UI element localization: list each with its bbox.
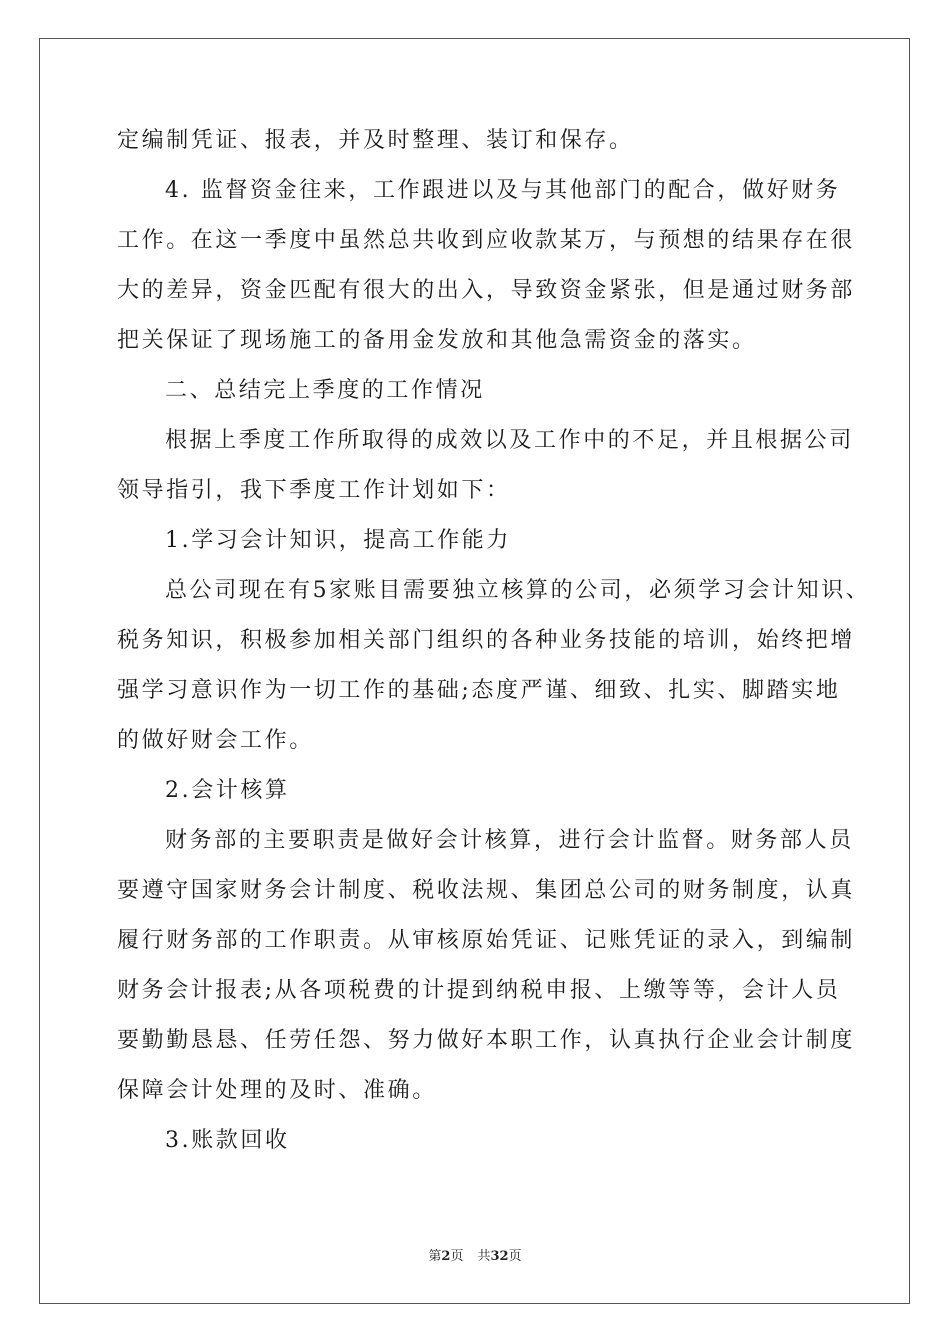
paragraph-line: 强学习意识作为一切工作的基础;态度严谨、细致、扎实、脚踏实地 xyxy=(117,678,841,703)
paragraph-line: 大的差异，资金匹配有很大的出入，导致资金紧张，但是通过财务部 xyxy=(117,278,856,303)
paragraph-line: 把关保证了现场施工的备用金发放和其他急需资金的落实。 xyxy=(117,328,757,353)
paragraph-line: 履行财务部的工作职责。从审核原始凭证、记账凭证的录入，到编制 xyxy=(117,928,856,953)
paragraph-line: 要勤勤恳恳、任劳任怨、努力做好本职工作，认真执行企业会计制度 xyxy=(117,1028,856,1053)
paragraph-line: 财务部的主要职责是做好会计核算，进行会计监督。财务部人员 xyxy=(165,828,854,853)
page-number: 2 xyxy=(441,1249,451,1264)
paragraph-line: 保障会计处理的及时、准确。 xyxy=(117,1078,437,1103)
page-footer xyxy=(0,1245,950,1264)
total-prefix: 共 xyxy=(477,1249,491,1264)
paragraph-line: 总公司现在有5家账目需要独立核算的公司，必须学习会计知识、 xyxy=(165,578,871,603)
subsection-heading: 2.会计核算 xyxy=(165,778,290,803)
page-prefix: 第 xyxy=(428,1249,442,1264)
paragraph-line: 要遵守国家财务会计制度、税收法规、集团总公司的财务制度，认真 xyxy=(117,878,856,903)
total-suffix: 页 xyxy=(508,1249,522,1264)
paragraph-line: 税务知识，积极参加相关部门组织的各种业务技能的培训，始终把增 xyxy=(117,628,856,653)
paragraph-line: 根据上季度工作所取得的成效以及工作中的不足，并且根据公司 xyxy=(165,428,854,453)
subsection-heading: 3.账款回收 xyxy=(165,1128,290,1153)
paragraph-line: 4. 监督资金往来，工作跟进以及与其他部门的配合，做好财务 xyxy=(165,178,841,203)
paragraph-line: 的做好财会工作。 xyxy=(117,728,314,753)
paragraph-line: 定编制凭证、报表，并及时整理、装订和保存。 xyxy=(117,128,634,153)
paragraph-line: 领导指引，我下季度工作计划如下： xyxy=(117,478,511,503)
total-pages: 32 xyxy=(490,1249,509,1264)
subsection-heading: 1.学习会计知识，提高工作能力 xyxy=(165,528,511,553)
paragraph-line: 财务会计报表;从各项税费的计提到纳税申报、上缴等等，会计人员 xyxy=(117,978,841,1003)
section-heading: 二、总结完上季度的工作情况 xyxy=(165,378,485,403)
page-suffix: 页 xyxy=(450,1249,464,1264)
paragraph-line: 工作。在这一季度中虽然总共收到应收款某万，与预想的结果存在很 xyxy=(117,228,856,253)
